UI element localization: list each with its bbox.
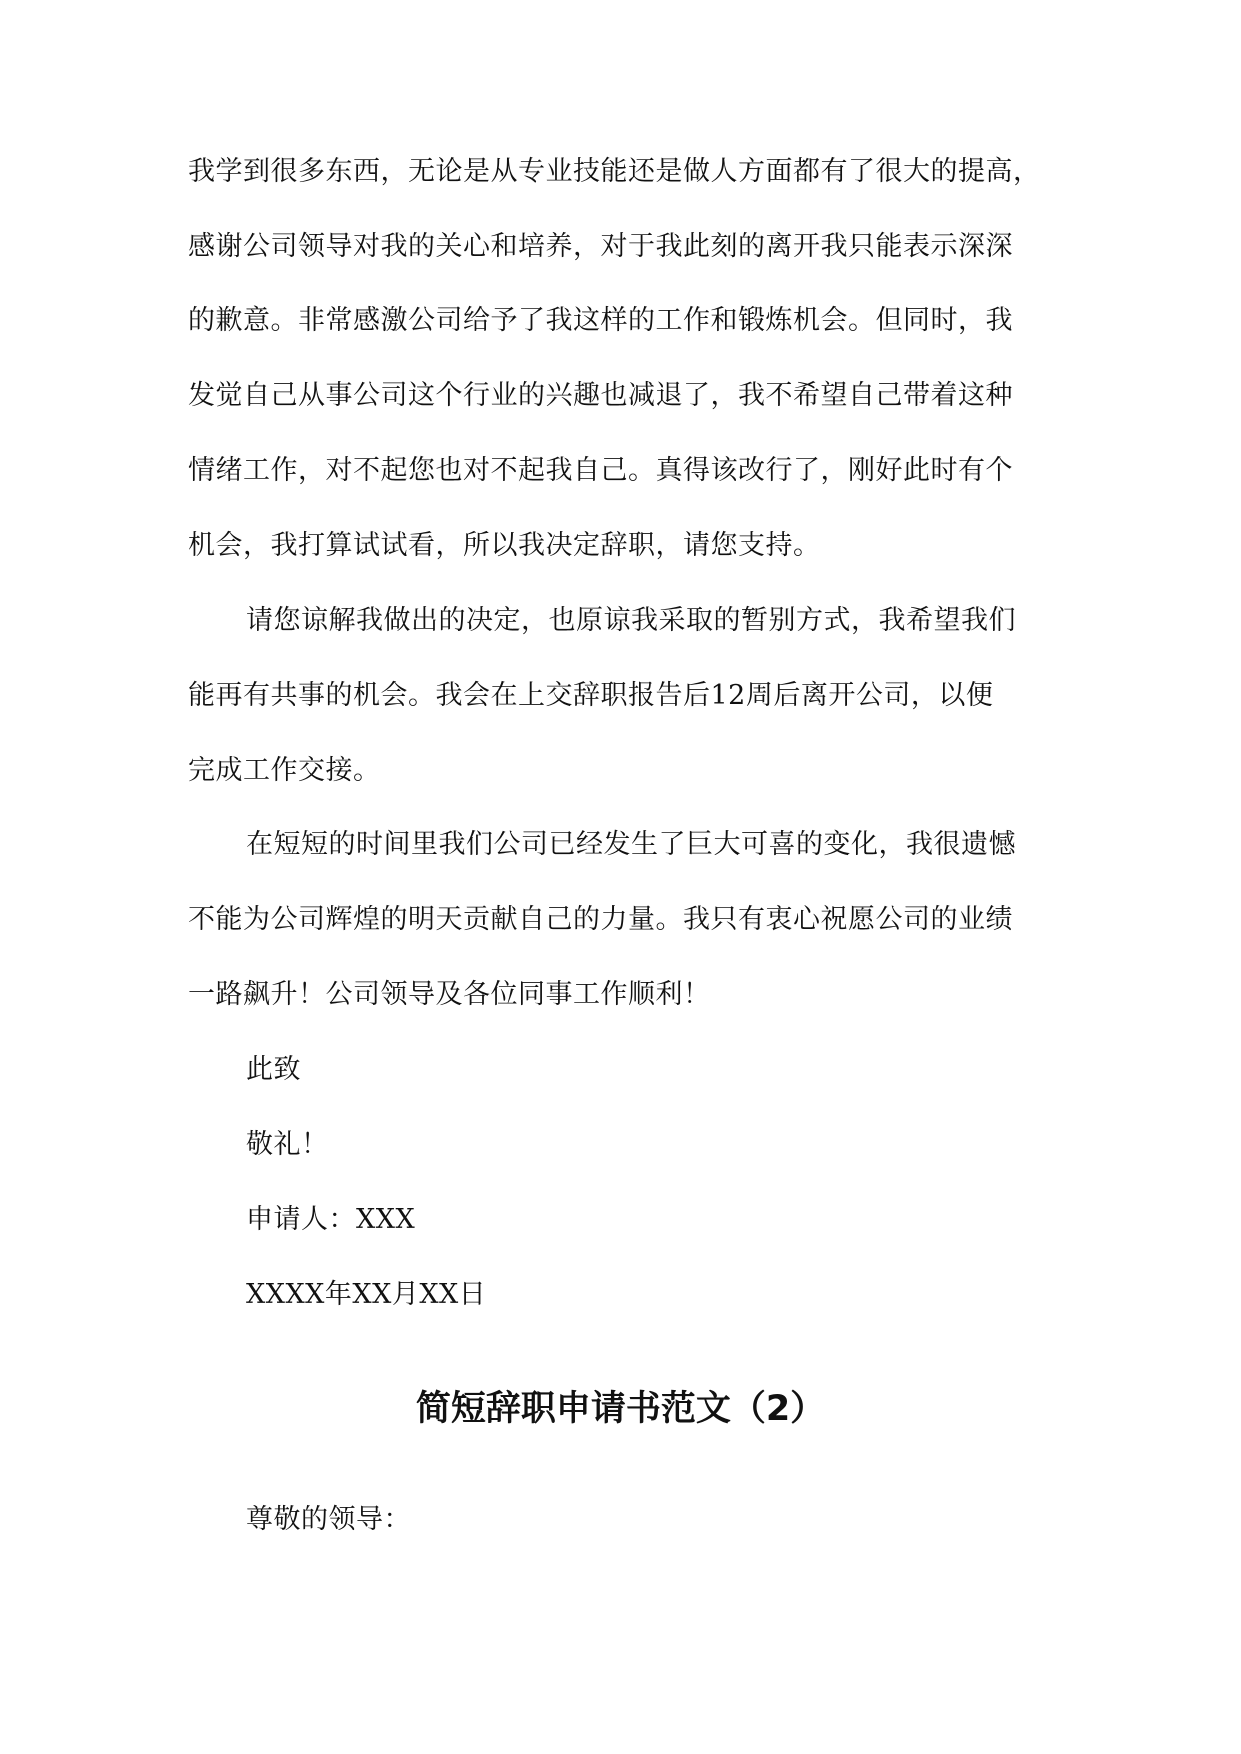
body-line-4: 发觉自己从事公司这个行业的兴趣也减退了，我不希望自己带着这种: [188, 380, 1013, 411]
closing-line: 此致: [246, 1054, 301, 1085]
body-line-1: 我学到很多东西，无论是从专业技能还是做人方面都有了很大的提高，: [188, 156, 1041, 187]
body-line-6: 机会，我打算试试看，所以我决定辞职，请您支持。: [188, 530, 821, 561]
body-line-7: 请您谅解我做出的决定，也原谅我采取的暂别方式，我希望我们: [246, 605, 1016, 636]
greeting-line: 尊敬的领导：: [246, 1504, 411, 1535]
body-line-5: 情绪工作，对不起您也对不起我自己。真得该改行了，刚好此时有个: [188, 455, 1013, 486]
body-line-12: 一路飙升！公司领导及各位同事工作顺利！: [188, 979, 711, 1010]
salute-line: 敬礼！: [246, 1129, 329, 1160]
date-line: XXXX年XX月XX日: [246, 1279, 487, 1310]
body-line-11: 不能为公司辉煌的明天贡献自己的力量。我只有衷心祝愿公司的业绩: [188, 904, 1013, 935]
section-title: 简短辞职申请书范文（2）: [415, 1389, 826, 1429]
body-line-9: 完成工作交接。: [188, 755, 381, 786]
applicant-line: 申请人：XXX: [246, 1204, 416, 1235]
body-line-10: 在短短的时间里我们公司已经发生了巨大可喜的变化，我很遗憾: [246, 829, 1016, 860]
body-line-8: 能再有共事的机会。我会在上交辞职报告后12周后离开公司，以便: [188, 680, 994, 711]
body-line-3: 的歉意。非常感激公司给予了我这样的工作和锻炼机会。但同时，我: [188, 305, 1013, 336]
body-line-2: 感谢公司领导对我的关心和培养，对于我此刻的离开我只能表示深深: [188, 231, 1013, 262]
